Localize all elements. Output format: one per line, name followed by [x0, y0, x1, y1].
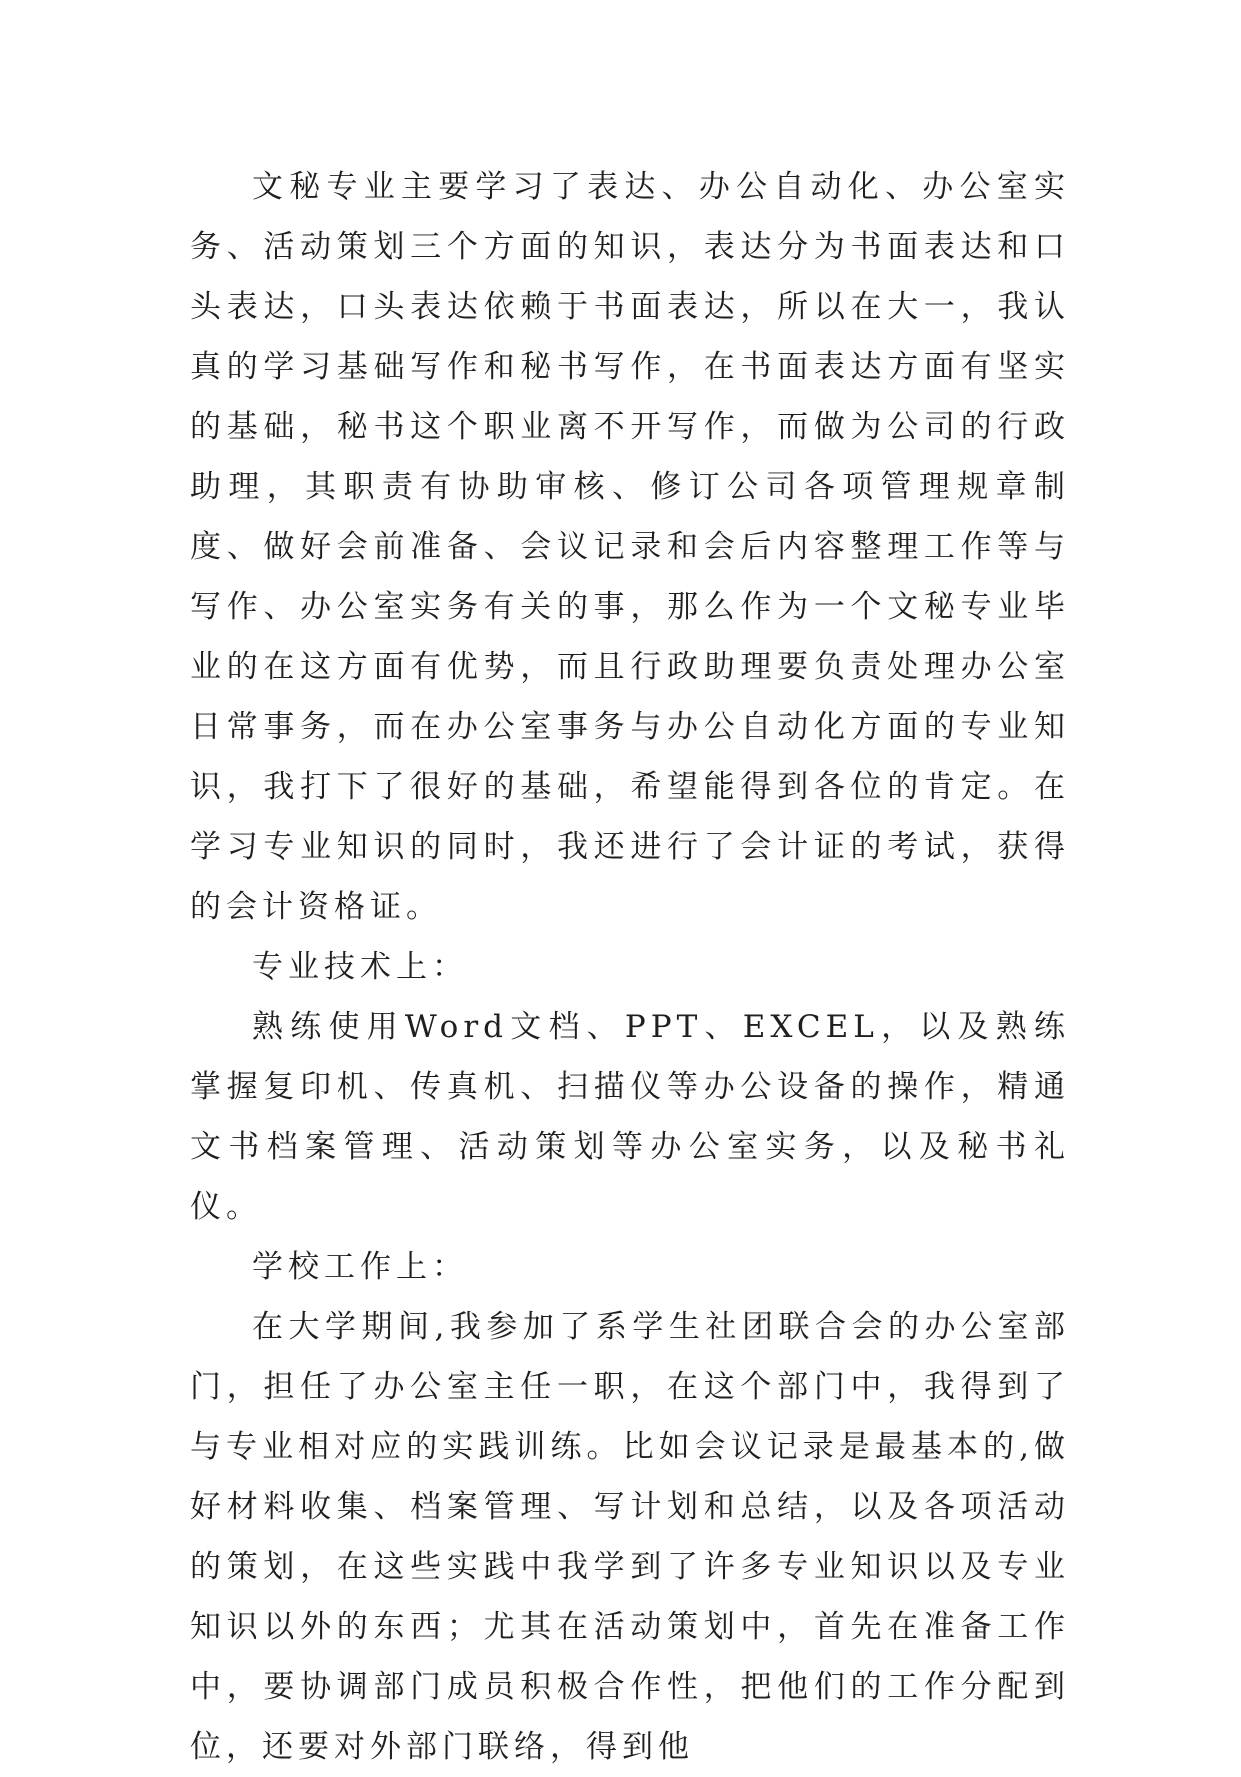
paragraph-secretarial-studies: 文秘专业主要学习了表达、办公自动化、办公室实务、活动策划三个方面的知识，表达分为书面表达和口头表达，口头表达依赖于书面表达，所以在大一，我认真的学习基础写作和秘书写作，在书面表达方面有坚实的基础，秘书这个职业离不开写作，而做为公司的行政助理，其职责有协助审核、修订公司各项管理规章制度、做好会前准备、会议记录和会后内容整理工作等与写作、办公室实务有关的事，那么作为一个文秘专业毕业的在这方面有优势，而且行政助理要负责处理办公室日常事务，而在办公室事务与办公自动化方面的专业知识，我打下了很好的基础，希望能得到各位的肯定。在学习专业知识的同时，我还进行了会计证的考试，获得的会计资格证。: [190, 169, 1070, 925]
paragraph-professional-skills: 熟练使用Word文档、PPT、EXCEL，以及熟练掌握复印机、传真机、扫描仪等办公设备的操作，精通文书档案管理、活动策划等办公室实务，以及秘书礼仪。: [190, 1009, 1070, 1225]
document-body: [190, 157, 1070, 1777]
paragraph-school-work: 在大学期间,我参加了系学生社团联合会的办公室部门，担任了办公室主任一职，在这个部门中，我得到了与专业相对应的实践训练。比如会议记录是最基本的,做好材料收集、档案管理、写计划和总结，以及各项活动的策划，在这些实践中我学到了许多专业知识以及专业知识以外的东西；尤其在活动策划中，首先在准备工作中，要协调部门成员积极合作性，把他们的工作分配到位，还要对外部门联络，得到他: [190, 1309, 1070, 1765]
heading-professional-skills: 专业技术上：: [252, 949, 468, 985]
heading-school-work: 学校工作上：: [252, 1249, 468, 1285]
